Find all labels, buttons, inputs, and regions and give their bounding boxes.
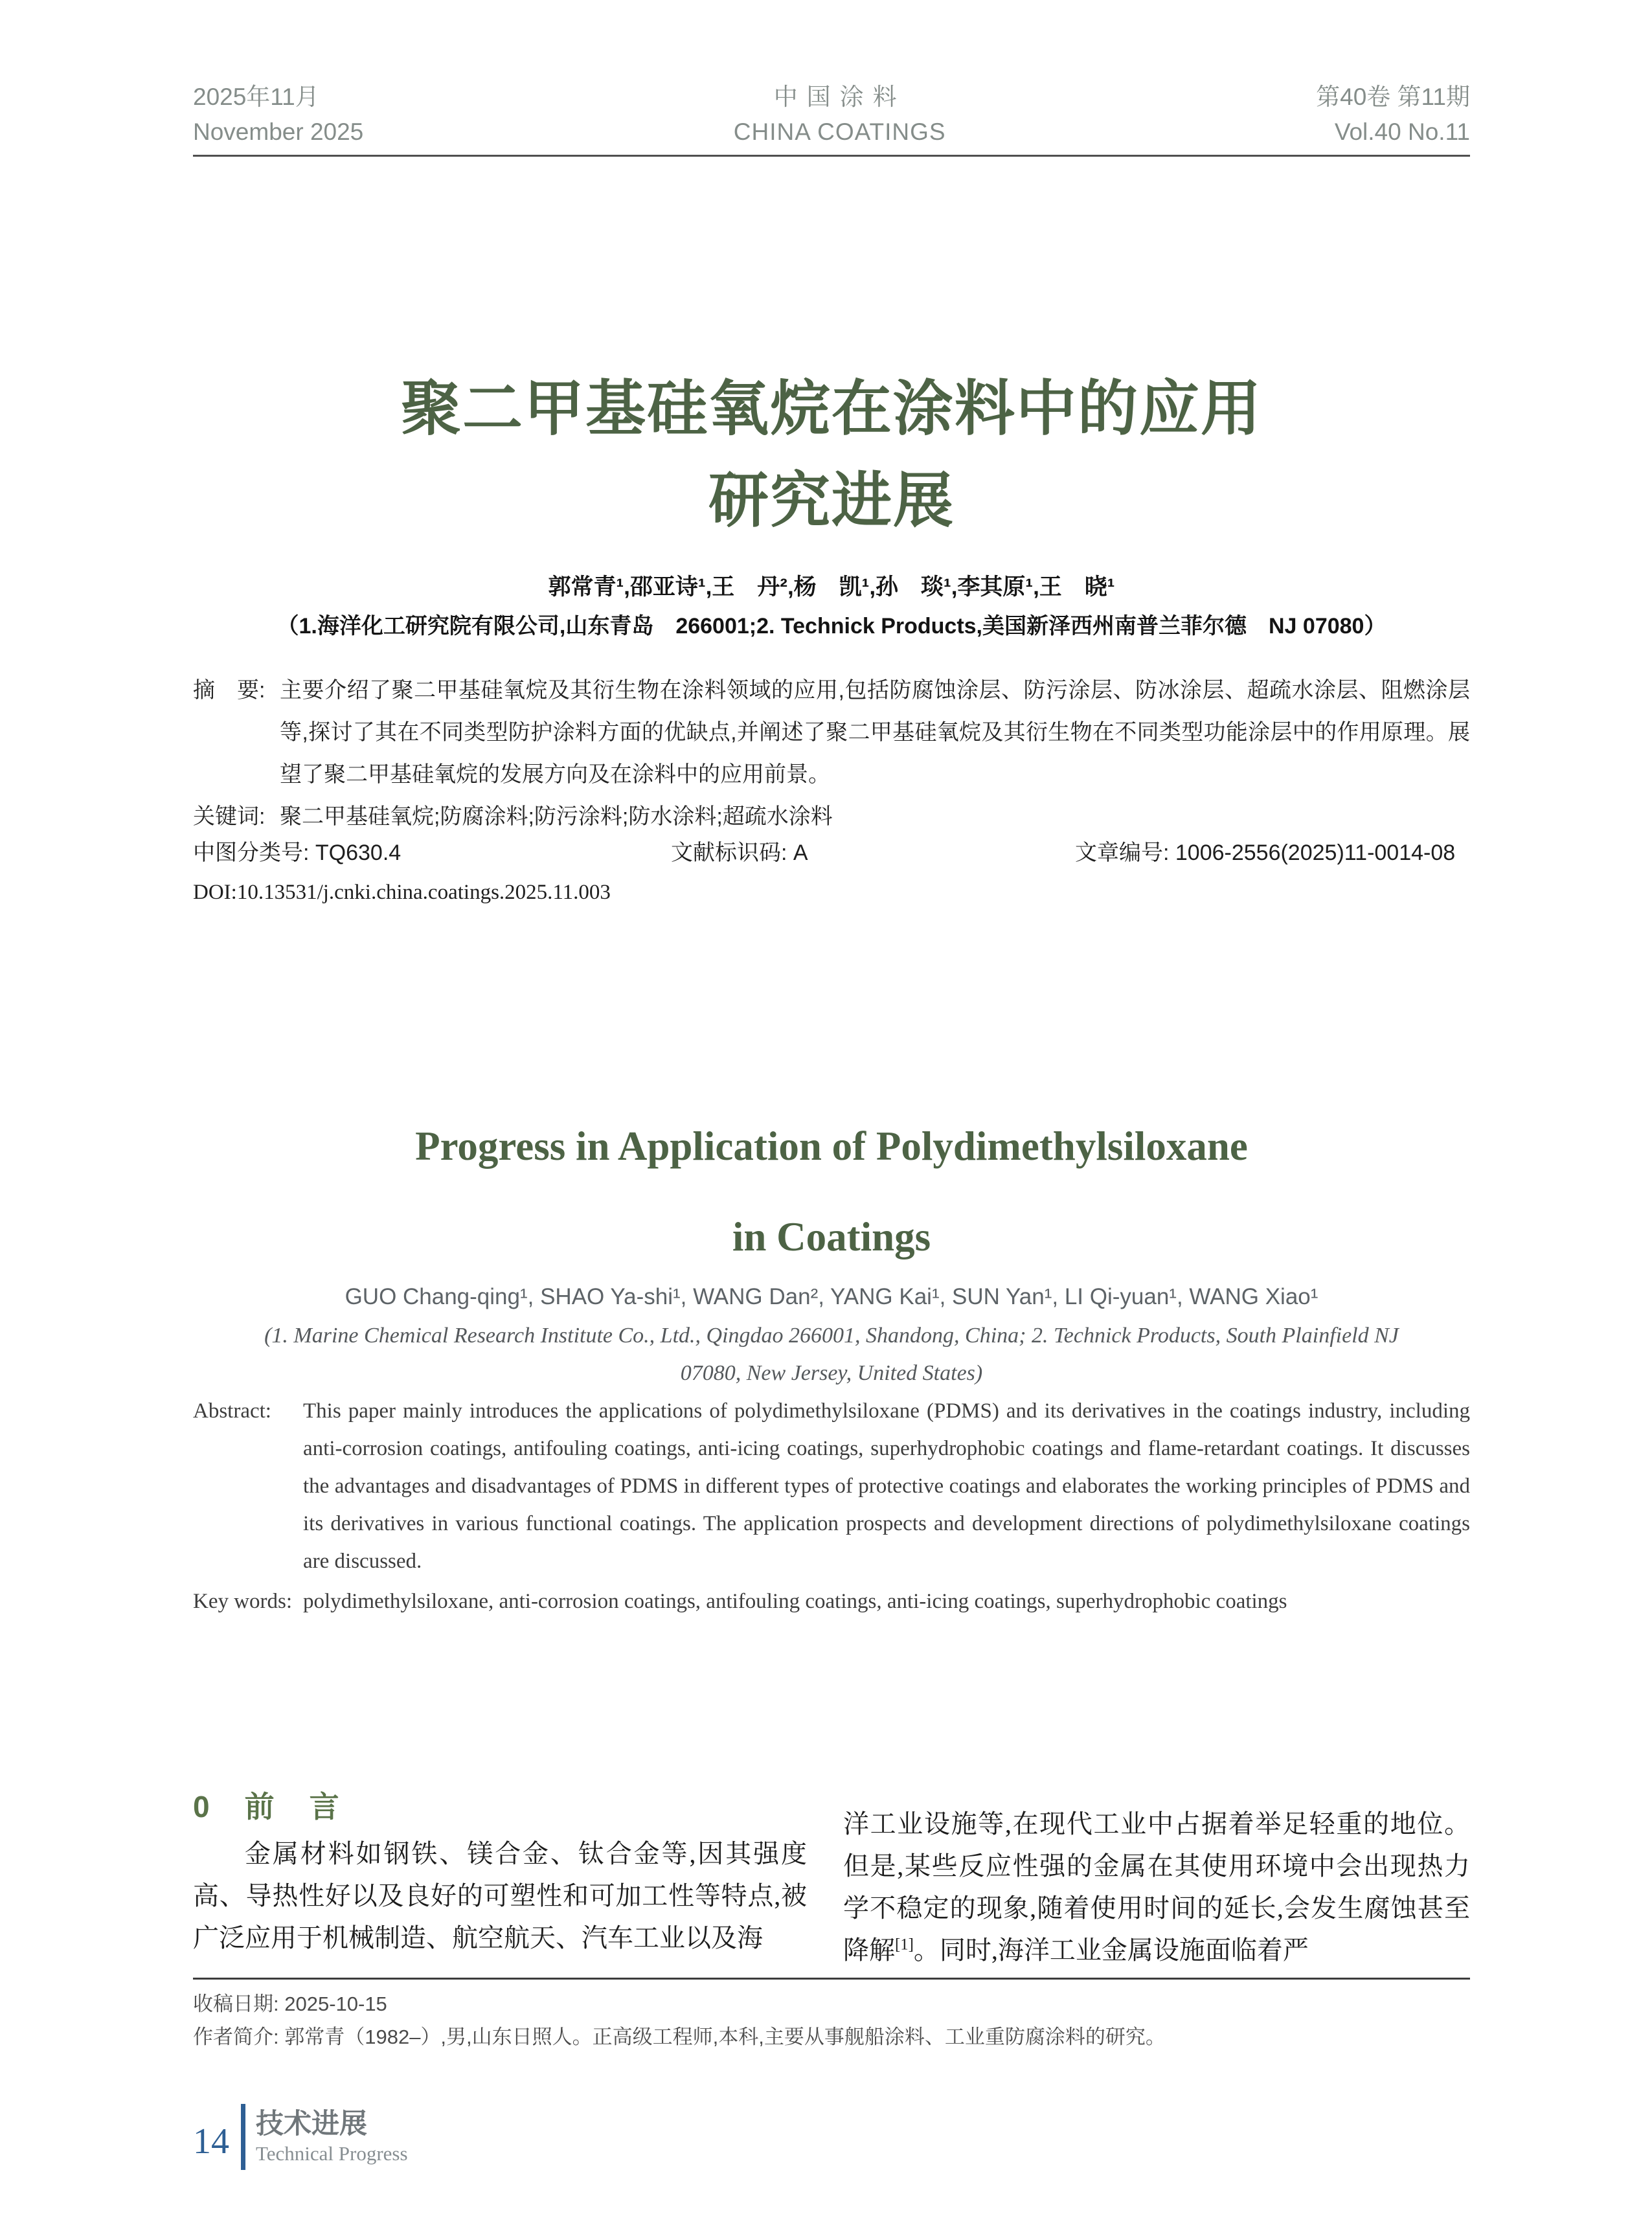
clc-number: 中图分类号: TQ630.4 <box>193 841 402 865</box>
header-journal-en: CHINA COATINGS <box>733 119 946 145</box>
affiliation-en-line1: (1. Marine Chemical Research Institute Co., Ltd., Qingdao 266001, Shandong, China; 2. Technick Products, South Plainfield NJ <box>264 1324 1399 1348</box>
article-title-en <box>193 1101 1470 1282</box>
footnote-author-bio: 作者简介: 郭常青（1982–）,男,山东日照人。正高级工程师,本科,主要从事舰船涂料、工业重防腐涂料的研究。 <box>193 2026 1166 2048</box>
footer-section <box>256 2104 408 2170</box>
meta-row <box>193 838 1470 868</box>
article-title-zh-line1: 聚二甲基硅氧烷在涂料中的应用 <box>401 375 1262 442</box>
affiliation-en-line2: 07080, New Jersey, United States) <box>680 1361 983 1385</box>
keywords-en-text: polydimethylsiloxane, anti-corrosion coatings, antifouling coatings, anti-icing coatings, superhydrophobic coatings <box>303 1590 1287 1613</box>
citation-ref-1: [1] <box>895 1936 914 1954</box>
header-issue-zh: 第40卷 第11期 <box>1316 84 1470 110</box>
header-issue-en: Vol.40 No.11 <box>1334 119 1470 145</box>
header-date-zh: 2025年11月 <box>193 84 319 110</box>
intro-paragraph-left: 金属材料如钢铁、镁合金、钛合金等,因其强度高、导热性好以及良好的可塑性和可加工性等特点,被广泛应用于机械制造、航空航天、汽车工业以及海 <box>193 1839 807 1952</box>
intro-right-text: 洋工业设施等,在现代工业中占据着举足轻重的地位。但是,某些反应性强的金属在其使用环境中会出现热力学不稳定的现象,随着使用时间的延长,会发生腐蚀甚至降解 <box>843 1809 1470 1965</box>
article-title-en-line1: Progress in Application of Polydimethylsiloxane <box>415 1124 1248 1169</box>
keywords-zh <box>193 796 1470 838</box>
header-journal-name <box>734 80 946 150</box>
footnote <box>193 1980 1470 2053</box>
affiliation-en <box>193 1317 1470 1392</box>
doi-line: DOI:10.13531/j.cnki.china.coatings.2025.11.003 <box>193 881 611 904</box>
abstract-zh-text: 主要介绍了聚二甲基硅氧烷及其衍生物在涂料领域的应用,包括防腐蚀涂层、防污涂层、防冰涂层、超疏水涂层、阻燃涂层等,探讨了其在不同类型防护涂料方面的优缺点,并阐述了聚二甲基硅氧烷及其衍生物在不同类型功能涂层中的作用原理。展望了聚二甲基硅氧烷的发展方向及在涂料中的应用前景。 <box>280 678 1470 787</box>
body-column-left <box>193 1790 807 1971</box>
header-journal-zh: 中国涂料 <box>773 84 906 110</box>
body-column-right <box>843 1790 1470 1971</box>
abstract-zh-label: 摘 要: <box>193 678 266 703</box>
keywords-zh-text: 聚二甲基硅氧烷;防腐涂料;防污涂料;防水涂料;超疏水涂料 <box>280 804 833 829</box>
abstract-zh <box>193 670 1470 796</box>
intro-right-text-cont: 。同时,海洋工业金属设施面临着严 <box>913 1936 1309 1965</box>
abstract-en-label: Abstract: <box>193 1399 271 1423</box>
footer-accent-bar <box>241 2104 245 2170</box>
body-columns <box>193 1790 1470 1971</box>
affiliation-zh: （1.海洋化工研究院有限公司,山东青岛 266001;2. Technick Products,美国新泽西州南普兰菲尔德 NJ 07080） <box>277 614 1386 638</box>
article-title-zh-line2: 研究进展 <box>708 467 955 534</box>
abstract-en-text: This paper mainly introduces the applications of polydimethylsiloxane (PDMS) and its derivatives in the coatings industry, including anti-corrosion coatings, antifouling coatings, anti-icing coatings, superhydrophobic coatings and flame-retardant coatings. It discusses the advantages and disadvantages of PDMS in different types of protective coatings and elaborates the working principles of PDMS and its derivatives in various functional coatings. The application prospects and development directions of polydimethylsiloxane coatings are discussed. <box>303 1399 1470 1573</box>
header-issue <box>1316 80 1470 150</box>
section-heading-intro: 0 前 言 <box>193 1790 342 1824</box>
keywords-en <box>193 1583 1470 1620</box>
authors-zh: 郭常青¹,邵亚诗¹,王 丹²,杨 凯¹,孙 琰¹,李其原¹,王 晓¹ <box>548 574 1115 600</box>
authors-en: GUO Chang-qing¹, SHAO Ya-shi¹, WANG Dan², YANG Kai¹, SUN Yan¹, LI Qi-yuan¹, WANG Xiao¹ <box>345 1284 1318 1309</box>
page-number: 14 <box>193 2121 229 2162</box>
keywords-en-label: Key words: <box>193 1590 293 1613</box>
header-date-en: November 2025 <box>193 119 364 145</box>
document-code: 文献标识码: A <box>671 841 808 865</box>
footnote-received-date: 收稿日期: 2025-10-15 <box>193 1993 387 2015</box>
journal-header <box>193 0 1470 150</box>
keywords-zh-label: 关键词: <box>193 804 266 829</box>
header-divider <box>193 155 1470 157</box>
header-date <box>193 80 363 150</box>
page-footer <box>193 2104 1470 2170</box>
article-title-en-line2: in Coatings <box>732 1214 931 1259</box>
footer-section-zh: 技术进展 <box>256 2108 367 2140</box>
article-title-zh <box>193 363 1470 547</box>
footer-section-en: Technical Progress <box>256 2142 408 2165</box>
intro-paragraph-right <box>843 1803 1470 1971</box>
article-id: 文章编号: 1006-2556(2025)11-0014-08 <box>1075 841 1456 865</box>
abstract-en <box>193 1392 1470 1580</box>
